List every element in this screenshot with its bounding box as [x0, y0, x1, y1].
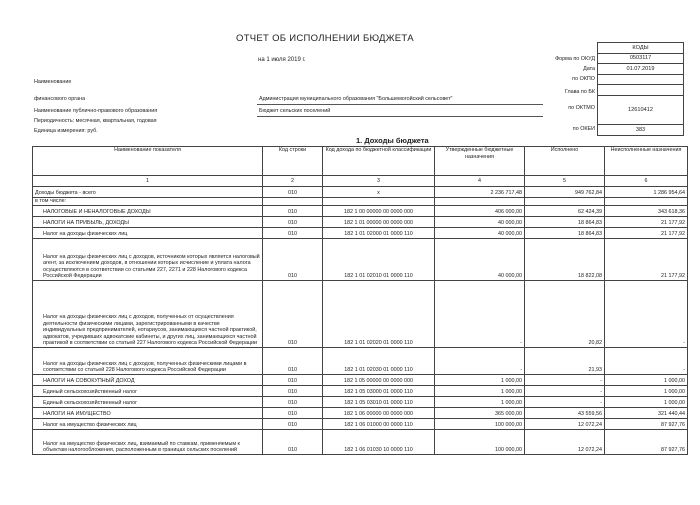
oktmo-label: по ОКТМО: [568, 105, 595, 111]
row-kbk: 182 1 06 01000 00 0000 110: [323, 419, 435, 430]
row-unexecuted: 87 927,76: [605, 430, 688, 455]
row-kbk: 182 1 01 02030 01 0000 110: [323, 348, 435, 375]
row-kbk: 182 1 06 01030 10 0000 110: [323, 430, 435, 455]
unit-label: Единица измерения: руб.: [34, 128, 98, 134]
row-kbk: 182 1 01 02020 01 0000 110: [323, 281, 435, 348]
row-code: 010: [263, 281, 323, 348]
row-executed: 12 072,24: [525, 419, 605, 430]
income-table: [32, 146, 688, 455]
table-row: [33, 187, 688, 198]
col-number: 6: [605, 176, 688, 187]
row-code: 010: [263, 397, 323, 408]
row-approved: 406 000,00: [435, 206, 525, 217]
section-title: 1. Доходы бюджета: [356, 136, 429, 145]
row-kbk: [323, 198, 435, 206]
row-executed: [525, 198, 605, 206]
row-name: НАЛОГИ НА ПРИБЫЛЬ, ДОХОДЫ: [33, 217, 263, 228]
row-unexecuted: 21 177,92: [605, 217, 688, 228]
table-row: [33, 386, 688, 397]
row-approved: 40 000,00: [435, 239, 525, 281]
glava-label: Глава по БК: [564, 89, 595, 95]
col-header-approved: Утвержденные бюджетные назначения: [435, 147, 525, 176]
row-approved: -: [435, 348, 525, 375]
row-code: 010: [263, 386, 323, 397]
row-unexecuted: 1 000,00: [605, 375, 688, 386]
row-executed: 43 559,56: [525, 408, 605, 419]
row-executed: 949 762,84: [525, 187, 605, 198]
row-kbk: 182 1 05 03010 01 0000 110: [323, 397, 435, 408]
row-kbk: 182 1 05 03000 01 0000 110: [323, 386, 435, 397]
report-date-line: на 1 июля 2019 г.: [258, 57, 306, 63]
row-name: Налог на доходы физических лиц: [33, 228, 263, 239]
row-unexecuted: 343 618,36: [605, 206, 688, 217]
row-kbk: x: [323, 187, 435, 198]
row-code: 010: [263, 228, 323, 239]
col-header-executed: Исполнено: [525, 147, 605, 176]
row-approved: 40 000,00: [435, 228, 525, 239]
table-row: [33, 430, 688, 455]
row-name: Единый сельскохозяйственный налог: [33, 397, 263, 408]
row-code: 010: [263, 217, 323, 228]
okud-value: 0503117: [598, 53, 684, 64]
col-header-name: Наименование показателя: [33, 147, 263, 176]
row-name: НАЛОГИ НА СОВОКУПНЫЙ ДОХОД: [33, 375, 263, 386]
row-code: 010: [263, 408, 323, 419]
col-header-kbk: Код дохода по бюджетной классификации: [323, 147, 435, 176]
row-name: Единый сельскохозяйственный налог: [33, 386, 263, 397]
fin-organ-value: Администрация муниципального образования "Большемогойский сельсовет": [259, 96, 453, 102]
table-row: [33, 408, 688, 419]
row-approved: 100 000,00: [435, 430, 525, 455]
row-name: в том числе:: [33, 198, 263, 206]
row-name: Налог на имущество физических лиц: [33, 419, 263, 430]
col-number: 4: [435, 176, 525, 187]
row-kbk: 182 1 01 00000 00 0000 000: [323, 217, 435, 228]
row-executed: 20,82: [525, 281, 605, 348]
row-executed: 18 864,83: [525, 217, 605, 228]
row-executed: -: [525, 397, 605, 408]
okei-label: по ОКЕИ: [572, 126, 595, 132]
row-kbk: 182 1 06 00000 00 0000 000: [323, 408, 435, 419]
row-code: 010: [263, 419, 323, 430]
row-approved: 100 000,00: [435, 419, 525, 430]
table-row: [33, 375, 688, 386]
row-unexecuted: -: [605, 348, 688, 375]
table-row: [33, 239, 688, 281]
row-approved: 365 000,00: [435, 408, 525, 419]
row-unexecuted: 1 000,00: [605, 386, 688, 397]
public-entity-value: Бюджет сельских поселений: [259, 108, 331, 114]
row-unexecuted: 1 286 954,64: [605, 187, 688, 198]
row-unexecuted: 1 000,00: [605, 397, 688, 408]
row-executed: 21,93: [525, 348, 605, 375]
row-code: 010: [263, 239, 323, 281]
row-name: Налог на доходы физических лиц с доходов, полученных от осуществления деятельности физическими лицами, зарегистрированными в качестве индивидуальных предпринимателей, нотариусов, занимающихся частной практикой, адвокатов, учредивших адвокатские кабинеты, и других лиц, занимающихся частной практикой в соответствии со статьей 227 Налогового кодекса Российской Федерации: [33, 281, 263, 348]
row-kbk: 182 1 01 02000 01 0000 110: [323, 228, 435, 239]
row-unexecuted: 21 177,92: [605, 239, 688, 281]
col-header-unexecuted: Неисполненные назначения: [605, 147, 688, 176]
okpo-label: по ОКПО: [572, 76, 595, 82]
row-approved: 1 000,00: [435, 386, 525, 397]
row-kbk: 182 1 01 02010 01 0000 110: [323, 239, 435, 281]
table-row: [33, 198, 688, 206]
row-name: НАЛОГИ НА ИМУЩЕСТВО: [33, 408, 263, 419]
oktmo-value: 12610412: [598, 96, 684, 125]
col-number: 5: [525, 176, 605, 187]
row-unexecuted: 321 440,44: [605, 408, 688, 419]
row-executed: -: [525, 375, 605, 386]
row-approved: [435, 198, 525, 206]
table-row: [33, 206, 688, 217]
fin-organ-label: финансового органа: [34, 96, 86, 102]
okei-value: 383: [598, 125, 684, 136]
periodicity-label: Периодичность: месячная, квартальная, годовая: [34, 118, 157, 124]
row-kbk: 182 1 05 00000 00 0000 000: [323, 375, 435, 386]
col-number: 2: [263, 176, 323, 187]
row-kbk: 182 1 00 00000 00 0000 000: [323, 206, 435, 217]
row-name: Доходы бюджета - всего: [33, 187, 263, 198]
table-row: [33, 419, 688, 430]
row-code: 010: [263, 206, 323, 217]
table-row: [33, 228, 688, 239]
row-executed: 18 822,08: [525, 239, 605, 281]
name-label: Наименование: [34, 79, 72, 85]
okud-label: Форма по ОКУД: [555, 56, 595, 62]
codes-header: КОДЫ: [598, 43, 684, 54]
row-unexecuted: 21 177,92: [605, 228, 688, 239]
row-code: [263, 198, 323, 206]
public-entity-underline: [257, 116, 543, 117]
row-approved: 40 000,00: [435, 217, 525, 228]
table-row: [33, 281, 688, 348]
row-executed: -: [525, 386, 605, 397]
table-row: [33, 348, 688, 375]
row-executed: 12 072,24: [525, 430, 605, 455]
row-executed: 18 864,83: [525, 228, 605, 239]
public-entity-label: Наименование публично-правового образования: [34, 108, 158, 114]
col-number: 3: [323, 176, 435, 187]
date-value: 01.07.2019: [598, 64, 684, 75]
okpo-value: [598, 74, 684, 85]
row-approved: -: [435, 281, 525, 348]
row-name: НАЛОГОВЫЕ И НЕНАЛОГОВЫЕ ДОХОДЫ: [33, 206, 263, 217]
row-code: 010: [263, 430, 323, 455]
table-row: [33, 217, 688, 228]
row-unexecuted: [605, 198, 688, 206]
col-header-code: Код строки: [263, 147, 323, 176]
income-table-body: [33, 187, 688, 455]
row-executed: 62 424,39: [525, 206, 605, 217]
report-title: ОТЧЕТ ОБ ИСПОЛНЕНИИ БЮДЖЕТА: [236, 33, 414, 44]
row-code: 010: [263, 187, 323, 198]
row-unexecuted: -: [605, 281, 688, 348]
glava-value: [598, 85, 684, 96]
row-approved: 2 236 717,48: [435, 187, 525, 198]
row-name: Налог на доходы физических лиц с доходов, полученных физическими лицами в соответствии со статьей 228 Налогового кодекса Российской Федерации: [33, 348, 263, 375]
row-name: Налог на имущество физических лиц, взимаемый по ставкам, применяемым к объектам налогообложения, расположенным в границах сельских поселений: [33, 430, 263, 455]
col-number: 1: [33, 176, 263, 187]
fin-organ-underline: [257, 104, 543, 105]
row-code: 010: [263, 375, 323, 386]
row-approved: 1 000,00: [435, 397, 525, 408]
row-code: 010: [263, 348, 323, 375]
table-row: [33, 397, 688, 408]
row-unexecuted: 87 927,76: [605, 419, 688, 430]
row-name: Налог на доходы физических лиц с доходов, источником которых является налоговый агент, за исключением доходов, в отношении которых исчисление и уплата налога осуществляются в соответствии со статьями 227, 2271 и 228 Налогового кодекса Российской Федерации: [33, 239, 263, 281]
row-approved: 1 000,00: [435, 375, 525, 386]
date-label: Дата: [583, 66, 595, 72]
codes-table: [597, 42, 684, 136]
